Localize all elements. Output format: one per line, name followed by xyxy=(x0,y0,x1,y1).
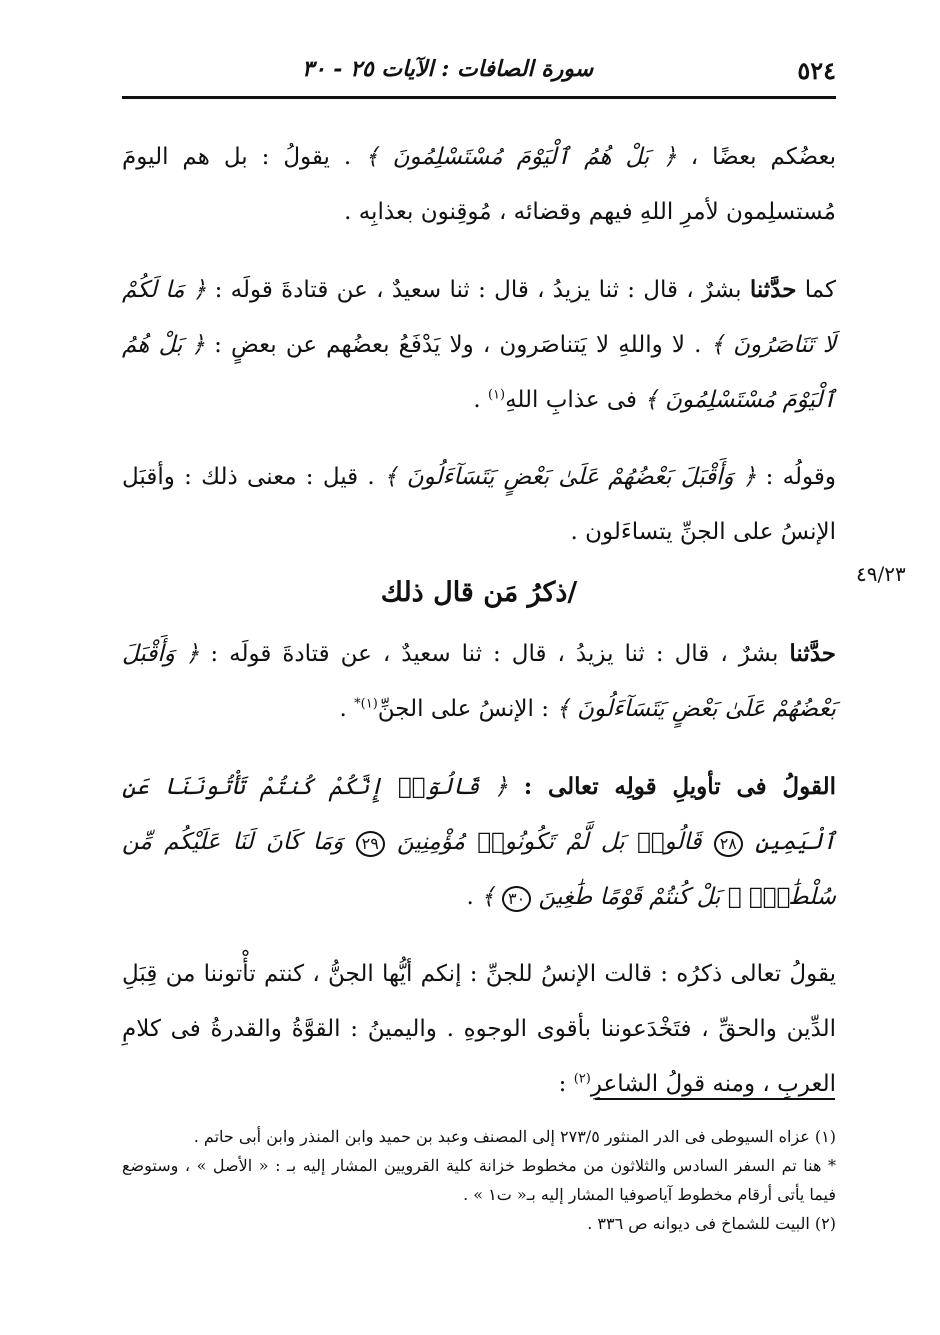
page-header xyxy=(122,52,836,99)
footnotes xyxy=(122,1122,836,1238)
text: : الإنسُ على الجنِّ xyxy=(377,696,557,722)
quran-quote: قَالُوا۟ بَل لَّمْ تَكُونُوا۟ مُؤْمِنِينَ xyxy=(384,829,714,855)
footnote-ref: (١)* xyxy=(354,696,378,712)
text: . قيل : معنى ذلك : وأقبَل الإنسُ على الجنِّ يتساءَلون . xyxy=(122,464,836,545)
section-title: /ذكرُ مَن قال ذلك xyxy=(380,577,578,608)
quran-quote: ﴿ بَلْ هُمُ ٱلْيَوْمَ مُسْتَسْلِمُونَ ﴾ xyxy=(122,332,836,413)
text: بعضُكم بعضًا ، xyxy=(676,144,836,170)
footnote-ref: (١) xyxy=(487,387,506,403)
text: . xyxy=(339,696,355,722)
quran-quote: ﴿ قَالُوٓا۟ إِنَّكُمْ كُنتُمْ تَأْتُونَنَا عَنِ ٱلْيَمِينِ xyxy=(122,774,836,855)
text: . يقولُ : بل هم اليومَ مُستسلِمون لأمرِ اللهِ فيهم وقضائه ، مُوقِنون بعذابِه . xyxy=(122,144,836,225)
ayah-number: ٢٨ xyxy=(714,831,743,857)
text: وقولُه : xyxy=(756,464,836,490)
paragraph-5 xyxy=(122,759,836,925)
page-number: ٥٢٤ xyxy=(797,56,836,85)
margin-reference: ٤٩/٢٣ xyxy=(856,562,906,586)
paragraph-6 xyxy=(122,947,836,1112)
paragraph-4 xyxy=(122,626,836,737)
text: . لا واللهِ لا يَتناصَرون ، ولا يَدْفَعُ بعضُهم عن بعضٍ : xyxy=(205,332,711,358)
text: . xyxy=(473,387,488,413)
quran-quote: ﴿ بَلْ هُمُ ٱلْيَوْمَ مُسْتَسْلِمُونَ ﴾ xyxy=(365,144,677,170)
ayah-number: ٣٠ xyxy=(502,886,531,912)
text: بشرٌ ، قال : ثنا يزيدُ ، قال : ثنا سعيدٌ ، عن قتادةَ قولَه : xyxy=(199,641,790,667)
hadith-marker: حدَّثنا xyxy=(749,276,797,303)
text: . xyxy=(466,884,482,910)
footnote-2: (٢) البيت للشماخ فى ديوانه ص ٣٣٦ . xyxy=(587,1214,836,1233)
quran-quote: ﴾ xyxy=(481,884,502,910)
text: كما xyxy=(796,277,836,303)
text: فى عذابِ اللهِ xyxy=(505,387,645,413)
quran-quote: ﴿ وَأَقْبَلَ بَعْضُهُمْ عَلَىٰ بَعْضٍ يَتَسَآءَلُونَ ﴾ xyxy=(122,641,836,722)
quran-quote: ﴿ مَا لَكُمْ لَا تَنَاصَرُونَ ﴾ xyxy=(122,277,836,358)
hadith-marker: حدَّثنا xyxy=(789,640,837,667)
footnote-star: * هنا تم السفر السادس والثلاثون من مخطوط خزانة كلية القرويين المشار إليه بـ : « الأصل » ، وستوضع فيما يأتى أرقام مخطوط آياصوفيا المشار إليه بـ« ت١ » . xyxy=(122,1156,836,1204)
footnote-divider xyxy=(595,1098,835,1100)
text: : xyxy=(558,1071,574,1097)
text: يقولُ تعالى ذكرُه : قالت الإنسُ للجنِّ : إنكم أيُّها الجنُّ ، كنتم تأْتوننا من قِبَلِ الدِّين والحقِّ ، فتَخْدَعوننا بأقوى الوجوهِ . واليمينُ : القوَّةُ والقدرةُ فى كلامِ العربِ ، ومنه قولُ الشاعرِ xyxy=(122,961,836,1097)
ayah-number: ٢٩ xyxy=(356,831,385,857)
main-text xyxy=(122,130,836,1112)
paragraph-1 xyxy=(122,130,836,240)
text: بشرٌ ، قال : ثنا يزيدُ ، قال : ثنا سعيدٌ ، عن قتادةَ قولَه : xyxy=(206,277,750,303)
running-title: سورة الصافات : الآيات ٢٥ - ٣٠ xyxy=(302,56,594,82)
quran-quote: وَمَا كَانَ لَنَا عَلَيْكُم مِّن سُلْطَٰنٍۭ ۖ بَلْ كُنتُمْ قَوْمًا طَٰغِينَ xyxy=(122,829,836,910)
paragraph-2 xyxy=(122,262,836,428)
quran-quote: ﴿ وَأَقْبَلَ بَعْضُهُمْ عَلَىٰ بَعْضٍ يَتَسَآءَلُونَ ﴾ xyxy=(384,464,757,490)
paragraph-3 xyxy=(122,450,836,560)
footnote-1: (١) عزاه السيوطى فى الدر المنثور ٢٧٣/٥ إلى المصنف وعبد بن حميد وابن المنذر وابن أبى حاتم . xyxy=(193,1127,836,1146)
heading-inline: القولُ فى تأويلِ قولِه تعالى : xyxy=(507,773,837,800)
footnote-ref: (٢) xyxy=(573,1071,591,1087)
